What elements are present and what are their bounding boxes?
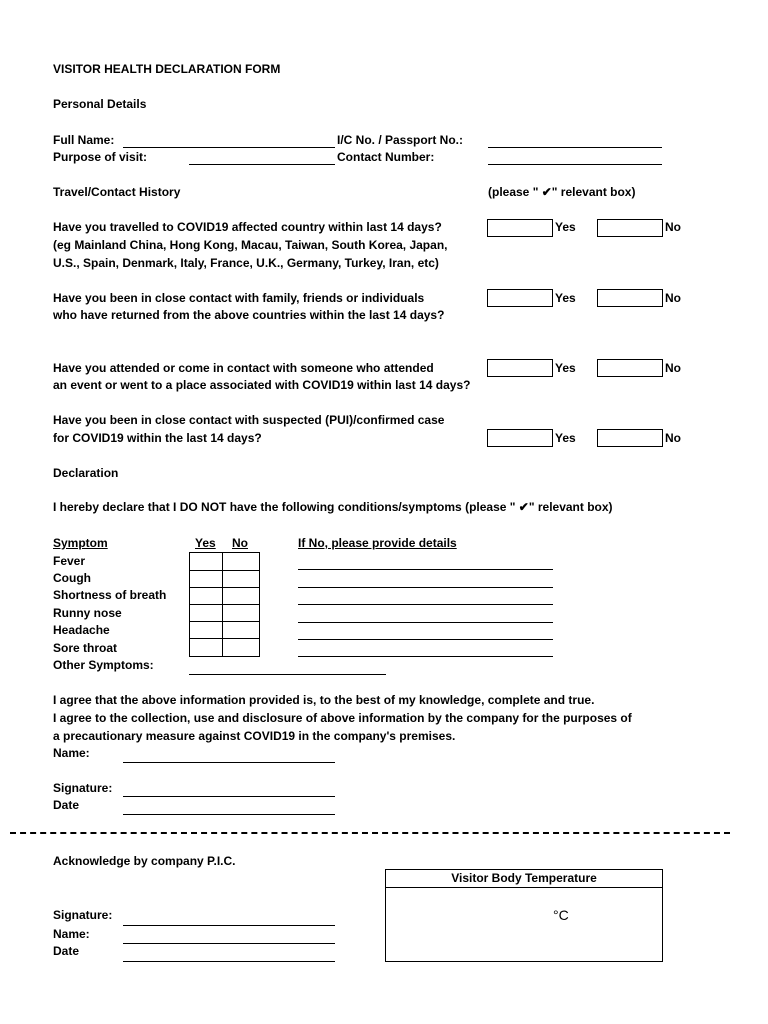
agreement-line-1: I agree that the above information provided is, to the best of my knowledge, complete and true. [53, 693, 595, 707]
symptom-label: Shortness of breath [53, 588, 167, 602]
cough-yes-checkbox[interactable] [189, 570, 223, 588]
symptom-label: Fever [53, 554, 86, 568]
q2-yes-label: Yes [555, 291, 576, 305]
purpose-label: Purpose of visit: [53, 150, 148, 164]
q3-no-label: No [665, 361, 681, 375]
cut-line-separator [10, 832, 730, 834]
ic-passport-field[interactable] [488, 147, 662, 148]
symptom-label: Headache [53, 623, 110, 637]
symptom-label: Sore throat [53, 641, 118, 655]
question-1-line-1: Have you travelled to COVID19 affected country within last 14 days? [53, 220, 442, 234]
cough-details-field[interactable] [298, 587, 553, 588]
q1-yes-label: Yes [555, 220, 576, 234]
headache-no-checkbox[interactable] [222, 621, 260, 639]
visitor-name-field[interactable] [123, 762, 335, 763]
pic-name-label: Name: [53, 927, 90, 941]
sore-throat-yes-checkbox[interactable] [189, 638, 223, 657]
visitor-date-label: Date [53, 798, 80, 812]
declaration-heading: Declaration [53, 466, 119, 480]
temperature-header: Visitor Body Temperature [386, 870, 662, 888]
q2-yes-checkbox[interactable] [487, 289, 553, 307]
pic-name-field[interactable] [123, 943, 335, 944]
visitor-date-field[interactable] [123, 814, 335, 815]
q4-yes-label: Yes [555, 431, 576, 445]
q2-no-label: No [665, 291, 681, 305]
full-name-field[interactable] [123, 147, 335, 148]
relevant-box-hint: (please " ✔" relevant box) [488, 185, 636, 199]
pic-signature-field[interactable] [123, 925, 335, 926]
visitor-name-label: Name: [53, 746, 90, 760]
other-symptoms-label: Other Symptoms: [53, 658, 154, 672]
agreement-line-2: I agree to the collection, use and disclosure of above information by the company for the purposes of [53, 711, 632, 725]
visitor-signature-field[interactable] [123, 796, 335, 797]
acknowledge-heading: Acknowledge by company P.I.C. [53, 854, 236, 868]
declaration-statement: I hereby declare that I DO NOT have the following conditions/symptoms (please " ✔" relevant box) [53, 500, 613, 514]
symptom-column-header: Symptom [53, 536, 108, 550]
question-2-line-2: who have returned from the above countries within the last 14 days? [53, 308, 445, 322]
temperature-box [385, 869, 663, 962]
contact-number-label: Contact Number: [337, 150, 435, 164]
q1-yes-checkbox[interactable] [487, 219, 553, 237]
question-3-line-1: Have you attended or come in contact with someone who attended [53, 361, 434, 375]
q1-no-label: No [665, 220, 681, 234]
breath-details-field[interactable] [298, 604, 553, 605]
pic-date-field[interactable] [123, 961, 335, 962]
q1-no-checkbox[interactable] [597, 219, 663, 237]
sore-throat-no-checkbox[interactable] [222, 638, 260, 657]
fever-no-checkbox[interactable] [222, 552, 260, 571]
form-title: VISITOR HEALTH DECLARATION FORM [53, 62, 281, 76]
question-4-line-2: for COVID19 within the last 14 days? [53, 431, 262, 445]
pic-signature-label: Signature: [53, 908, 113, 922]
q4-no-checkbox[interactable] [597, 429, 663, 447]
ic-passport-label: I/C No. / Passport No.: [337, 133, 464, 147]
cough-no-checkbox[interactable] [222, 570, 260, 588]
q4-yes-checkbox[interactable] [487, 429, 553, 447]
breath-yes-checkbox[interactable] [189, 587, 223, 605]
q3-yes-label: Yes [555, 361, 576, 375]
headache-details-field[interactable] [298, 639, 553, 640]
runny-nose-details-field[interactable] [298, 622, 553, 623]
question-3-line-2: an event or went to a place associated with COVID19 within last 14 days? [53, 378, 471, 392]
runny-nose-yes-checkbox[interactable] [189, 604, 223, 622]
contact-number-field[interactable] [488, 164, 662, 165]
question-1-line-2: (eg Mainland China, Hong Kong, Macau, Taiwan, South Korea, Japan, [53, 238, 448, 252]
fever-yes-checkbox[interactable] [189, 552, 223, 571]
details-column-header: If No, please provide details [298, 536, 457, 550]
question-4-line-1: Have you been in close contact with suspected (PUI)/confirmed case [53, 413, 445, 427]
agreement-line-3: a precautionary measure against COVID19 in the company's premises. [53, 729, 456, 743]
q3-no-checkbox[interactable] [597, 359, 663, 377]
q3-yes-checkbox[interactable] [487, 359, 553, 377]
fever-details-field[interactable] [298, 569, 553, 570]
breath-no-checkbox[interactable] [222, 587, 260, 605]
runny-nose-no-checkbox[interactable] [222, 604, 260, 622]
other-symptoms-field[interactable] [189, 674, 386, 675]
travel-history-heading: Travel/Contact History [53, 185, 181, 199]
sore-throat-details-field[interactable] [298, 656, 553, 657]
symptom-label: Runny nose [53, 606, 122, 620]
question-2-line-1: Have you been in close contact with family, friends or individuals [53, 291, 425, 305]
headache-yes-checkbox[interactable] [189, 621, 223, 639]
q2-no-checkbox[interactable] [597, 289, 663, 307]
symptom-label: Cough [53, 571, 91, 585]
purpose-field[interactable] [189, 164, 335, 165]
pic-date-label: Date [53, 944, 80, 958]
visitor-signature-label: Signature: [53, 781, 113, 795]
no-column-header: No [232, 536, 248, 550]
personal-details-heading: Personal Details [53, 97, 147, 111]
question-1-line-3: U.S., Spain, Denmark, Italy, France, U.K., Germany, Turkey, Iran, etc) [53, 256, 439, 270]
celsius-unit: °C [553, 907, 569, 923]
q4-no-label: No [665, 431, 681, 445]
full-name-label: Full Name: [53, 133, 115, 147]
yes-column-header: Yes [195, 536, 216, 550]
